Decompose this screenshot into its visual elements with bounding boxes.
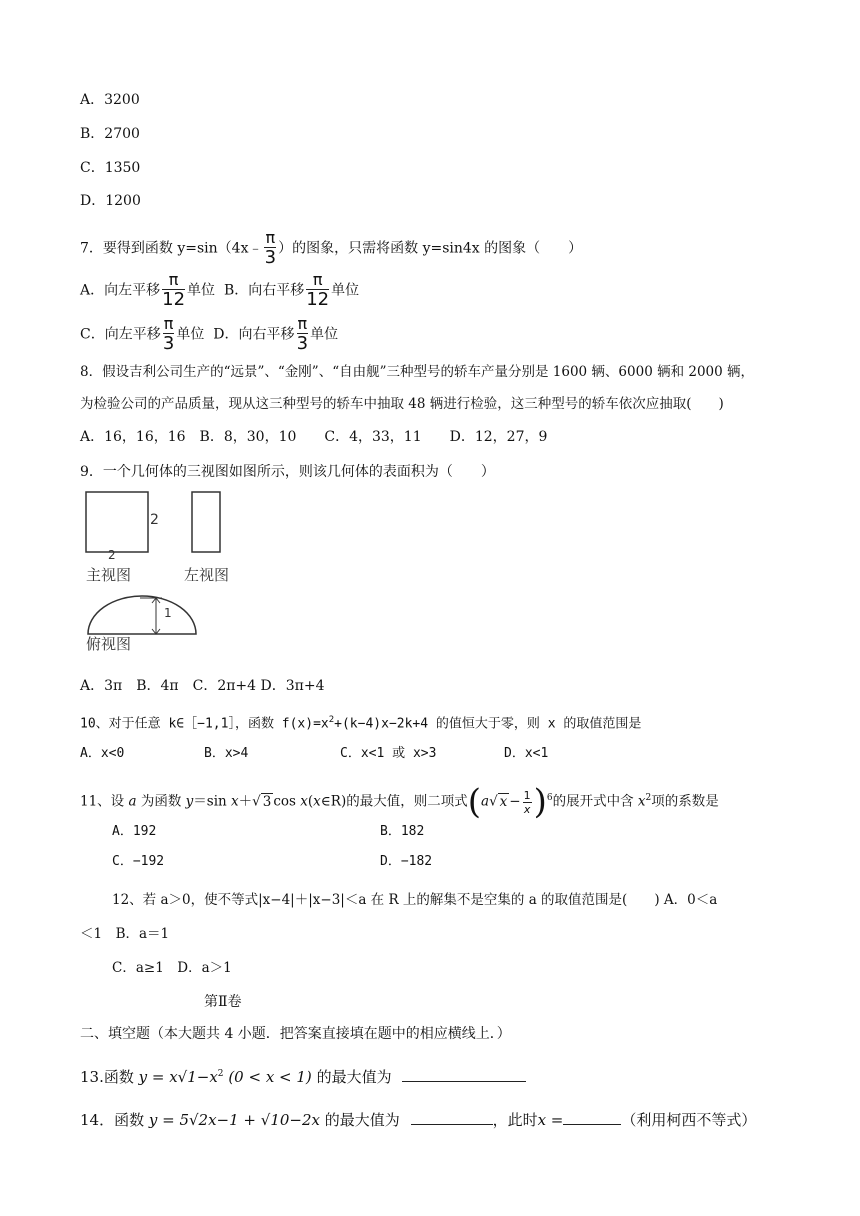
question-12-line2: ＜1 B．a＝1 bbox=[80, 926, 170, 942]
q13-answer-blank[interactable] bbox=[402, 1081, 526, 1082]
question-12-line3: C．a≥1 D．a＞1 bbox=[112, 960, 232, 976]
question-13: 13.函数 $y = x√1-x^2$ (0 < x < 1) 的最大值为 bbox=[80, 1064, 526, 1087]
question-10-stem: 10、对于任意 k∈［−1,1］，函数 $f(x)=x^2+(k-4)x-2k+4$ 的值恒大于零，则 x 的取值范围是 bbox=[80, 715, 642, 732]
left-view-caption: 左视图 bbox=[184, 566, 230, 584]
q14-max-blank[interactable] bbox=[411, 1124, 493, 1125]
front-view-square bbox=[86, 492, 148, 552]
question-10-option-d: D．x<1 bbox=[504, 746, 549, 761]
question-10-option-c: C．x<1 或 x>3 bbox=[340, 746, 437, 761]
question-11-option-b: B．182 bbox=[380, 824, 425, 839]
question-11-option-c: C．−192 bbox=[112, 854, 165, 869]
question-11-stem: 11、设 a 为函数 y＝sin x＋√ 3 cos x(x∈R)的最大值，则二项式(a√ x − $\frac{1}{x}$ )$^6$的展开式中含 $x^2$项的系数是 bbox=[80, 782, 719, 822]
question-8-line2: 为检验公司的产品质量，现从这三种型号的轿车中抽取 48 辆进行检验，这三种型号的轿车依次应抽取( ) bbox=[80, 396, 724, 412]
q6-option-a: A．3200 bbox=[80, 92, 140, 108]
section-two-heading: 二、填空题（本大题共 4 小题．把答案直接填在题中的相应横线上．） bbox=[80, 1026, 511, 1042]
q14-x-blank[interactable] bbox=[563, 1124, 621, 1125]
question-7-stem: 7．要得到函数 y=sin（4x﹣ $\frac{\pi}{3}$ ）的图象，只需将函数 y=sin4x 的图象（ ） bbox=[80, 228, 583, 268]
question-9-options: A．3π B．4π C．2π+4 D．3π+4 bbox=[80, 678, 325, 694]
left-view-rect bbox=[192, 492, 220, 552]
question-7-options-ab: A．向左平移 $\frac{\pi}{12}$ 单位 B．向右平移 $\frac{\pi}{12}$ 单位 bbox=[80, 270, 360, 310]
height-label: 1 bbox=[164, 606, 172, 620]
question-14: 14．函数 y = 5√2x−1 + √10−2x 的最大值为 ，此时x = （利用柯西不等式） bbox=[80, 1111, 757, 1129]
question-11-option-d: D．−182 bbox=[380, 854, 433, 869]
question-8-options: A．16，16，16 B．8，30，10 C．4，33，11 D．12，27，9 bbox=[80, 429, 548, 445]
side-length-label: 2 bbox=[150, 512, 159, 528]
bottom-length-label: 2 bbox=[108, 548, 116, 562]
question-11-option-a: A．192 bbox=[112, 824, 157, 839]
question-10-option-b: B．x>4 bbox=[204, 746, 249, 761]
part-two-heading: 第Ⅱ卷 bbox=[204, 994, 242, 1010]
top-view-caption: 俯视图 bbox=[86, 635, 132, 653]
q6-option-c: C．1350 bbox=[80, 160, 141, 176]
pi-over-3: $\frac{\pi}{3}$ bbox=[264, 228, 277, 268]
question-12-line1: 12、若 a＞0，使不等式|x−4|＋|x−3|＜a 在 R 上的解集不是空集的 a 的取值范围是( ) A．0＜a bbox=[112, 892, 718, 908]
front-view-caption: 主视图 bbox=[86, 566, 132, 584]
q6-option-b: B．2700 bbox=[80, 126, 140, 142]
question-7-options-cd: C．向左平移 $\frac{\pi}{3}$ 单位 D．向右平移 $\frac{\pi}{3}$ 单位 bbox=[80, 314, 339, 354]
three-view-diagram bbox=[80, 488, 240, 668]
question-10-option-a: A．x<0 bbox=[80, 746, 125, 761]
q6-option-d: D．1200 bbox=[80, 193, 141, 209]
question-9-stem: 9．一个几何体的三视图如图所示，则该几何体的表面积为（ ） bbox=[80, 464, 495, 480]
question-8-line1: 8．假设吉利公司生产的“远景”、“金刚”、“自由舰”三种型号的轿车产量分别是 1600 辆、6000 辆和 2000 辆， bbox=[80, 364, 755, 380]
top-view-semicircle bbox=[88, 596, 196, 634]
